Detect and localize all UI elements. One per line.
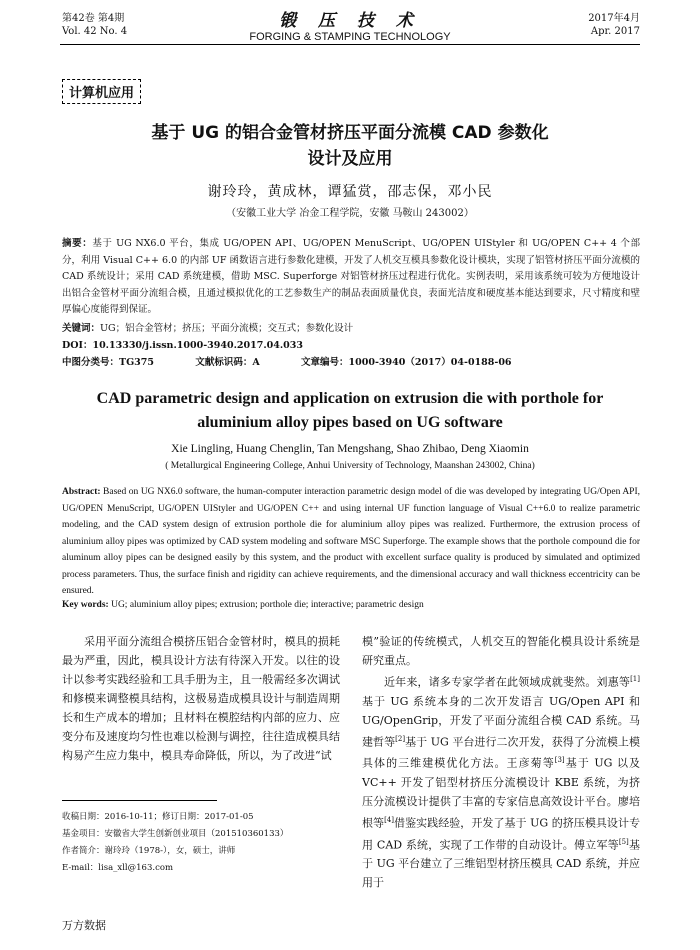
doi: DOI：10.13330/j.issn.1000-3940.2017.04.033 xyxy=(62,340,304,351)
footnote-fund: 基金项目：安徽省大学生创新创业项目（201510360133） xyxy=(62,829,289,839)
date-en: Apr. 2017 xyxy=(590,26,640,37)
affiliation-cn: （安徽工业大学 冶金工程学院，安徽 马鞍山 243002） xyxy=(226,208,474,219)
document-code: 文献标识码：A xyxy=(195,357,260,368)
citation[interactable]: [1] xyxy=(630,675,640,683)
header-rule xyxy=(60,44,640,45)
keywords-cn xyxy=(62,320,353,334)
title-en-line1: CAD parametric design and application on extrusion die with porthole for xyxy=(96,390,604,407)
body-paragraph-review xyxy=(362,670,640,892)
citation[interactable]: [5] xyxy=(618,837,629,846)
footnote-received: 收稿日期：2016-10-11；修订日期：2017-01-05 xyxy=(62,812,254,822)
title-cn-line1: 基于 UG 的铝合金管材挤压平面分流模 CAD 参数化 xyxy=(151,123,549,143)
body-text: 基于 UG 以及 VC++ 开发了铝型材挤压分流模设计 KBE 系统，为挤压分流模设计提供了丰富的专家信息高效设计平台。廖培根等 xyxy=(362,756,640,830)
body-text: 基于 UG 平台进行二次开发，获得了分流模上模具体的三维建模优化方法。王彦菊等 xyxy=(362,735,641,770)
title-en xyxy=(60,387,640,435)
title-en-line2: aluminium alloy pipes based on UG software xyxy=(197,414,503,431)
title-cn xyxy=(60,120,640,172)
footnote-author: 作者简介：谢玲玲（1978-），女，硕士，讲师 xyxy=(62,846,236,856)
body-text: 近年来，诸多专家学者在此领域成就斐然。刘惠等 xyxy=(384,675,631,689)
body-paragraph-continued: 模”验证的传统模式，人机交互的智能化模具设计系统是研究重点。 xyxy=(362,635,640,667)
abstract-cn-label: 摘要： xyxy=(62,238,93,249)
body-paragraph: 采用平面分流组合模挤压铝合金管材时，模具的损耗最为严重，因此，模具设计方法有待深入开发。以往的设计以参考实践经验和工具手册为主，且一般需经多次调试和修模来调整模具结构，这极易造成模具设计与制造周期长和生产成本的增加；且材料在模腔结构内部的应力、应变分布及速度均匀性也难以检测与调控，往往造成模具结构易产生应力集中，模具寿命降低，所以，为了改进“试 xyxy=(62,635,340,762)
body-text: 基于 UG 系统本身的二次开发语言 UG/Open API 和 UG/OpenGrip，开发了平面分流组合模 CAD 系统。马建哲等 xyxy=(362,694,640,749)
keywords-en xyxy=(62,600,424,610)
citation[interactable]: [2] xyxy=(395,734,406,743)
footnote-email: E-mail：lisa_xll@163.com xyxy=(62,863,174,873)
authors-cn: 谢玲玲，黄成林，谭猛赏，邵志保，邓小民 xyxy=(207,184,493,200)
volume-en: Vol. 42 No. 4 xyxy=(62,26,128,37)
class-number: 中图分类号：TG375 xyxy=(62,357,155,368)
keywords-en-text: UG; aluminium alloy pipes; extrusion; porthole die; interactive; parametric design xyxy=(111,600,424,610)
abstract-en-text: Based on UG NX6.0 software, the human-computer interaction parametric design model of die was developed by integrating UG/Open API, UG/OPEN MenuScript, UG/OPEN UIStyler and UG/OPEN C++ and using internal UF function language of Visual C++6.0 to realize parametric modeling, and the CAD system design of extrusion porthole die for aluminium alloy pipes was realized. Furthermore, the extrusion process of aluminium alloy pipes was optimized by CAD system modeling and software MSC Superforge. The example shows that the porthole compound die for aluminum alloy pipes can be designed easily by this system, and the product with excellent surface quality is produced by simulated and optimized process parameters. Thus, the surface finish and rigidity can achieve requirements, and the dimensional accuracy and wall thickness eccentricity can be ensured. xyxy=(62,487,641,596)
authors-en: Xie Lingling, Huang Chenglin, Tan Mengshang, Shao Zhibao, Deng Xiaomin xyxy=(171,443,529,455)
abstract-cn xyxy=(62,236,640,319)
section-label: 计算机应用 xyxy=(62,79,141,104)
citation[interactable]: [4] xyxy=(384,815,395,824)
journal-name-en: FORGING & STAMPING TECHNOLOGY xyxy=(249,31,451,43)
footer-logo: 万方数据 xyxy=(62,919,106,932)
date-cn: 2017年4月 xyxy=(588,13,640,24)
keywords-cn-label: 关键词： xyxy=(62,323,101,334)
footnote-rule xyxy=(62,800,217,801)
classification-line xyxy=(62,354,640,368)
abstract-en xyxy=(62,484,640,600)
volume-cn: 第42卷 第4期 xyxy=(62,13,125,24)
title-cn-line2: 设计及应用 xyxy=(307,149,393,169)
abstract-en-label: Abstract: xyxy=(62,487,101,497)
body-column-right xyxy=(362,632,640,892)
keywords-cn-text: UG；铝合金管材；挤压；平面分流模；交互式；参数化设计 xyxy=(100,323,354,334)
footnote xyxy=(62,809,340,877)
abstract-cn-text: 基于 UG NX6.0 平台，集成 UG/OPEN API、UG/OPEN MenuScript、UG/OPEN UIStyler 和 UG/OPEN C++ 4 个部分，利用 Visual C++ 6.0 的内部 UF 函数语言进行参数化建模，开发了人机交互模具参数化设计模块，实现了铝管材挤压平面分流模的 CAD 系统设计；采用 CAD 系统建模，借助 MSC. Superforge 对铝管材挤压过程进行优化。实例表明，采用该系统可较为方便地设计出铝合金管材平面分流组合模，且通过模拟优化的工艺参数生产的制品表面质量优良，表面光洁度和硬度基本能达到要求，尺寸精度和壁厚偏心度能得到保证。 xyxy=(62,238,640,315)
body-text: 基于 UG 平台建立了三维铝型材挤压模具 CAD 系统，并应用于 xyxy=(362,838,641,890)
affiliation-en: ( Metallurgical Engineering College, Anhui University of Technology, Maanshan 243002, China) xyxy=(165,461,535,471)
body-text: 借鉴实践经验，开发了基于 UG 的挤压模具设计专用 CAD 系统，实现了工作带的自动设计。傅立军等 xyxy=(362,816,640,852)
citation[interactable]: [3] xyxy=(554,756,565,765)
header-date xyxy=(588,12,640,38)
article-number: 文章编号：1000-3940（2017）04-0188-06 xyxy=(301,357,512,368)
body-column-left xyxy=(62,632,340,765)
keywords-en-label: Key words: xyxy=(62,600,109,610)
journal-name-cn: 锻 压 技 术 xyxy=(279,11,421,31)
